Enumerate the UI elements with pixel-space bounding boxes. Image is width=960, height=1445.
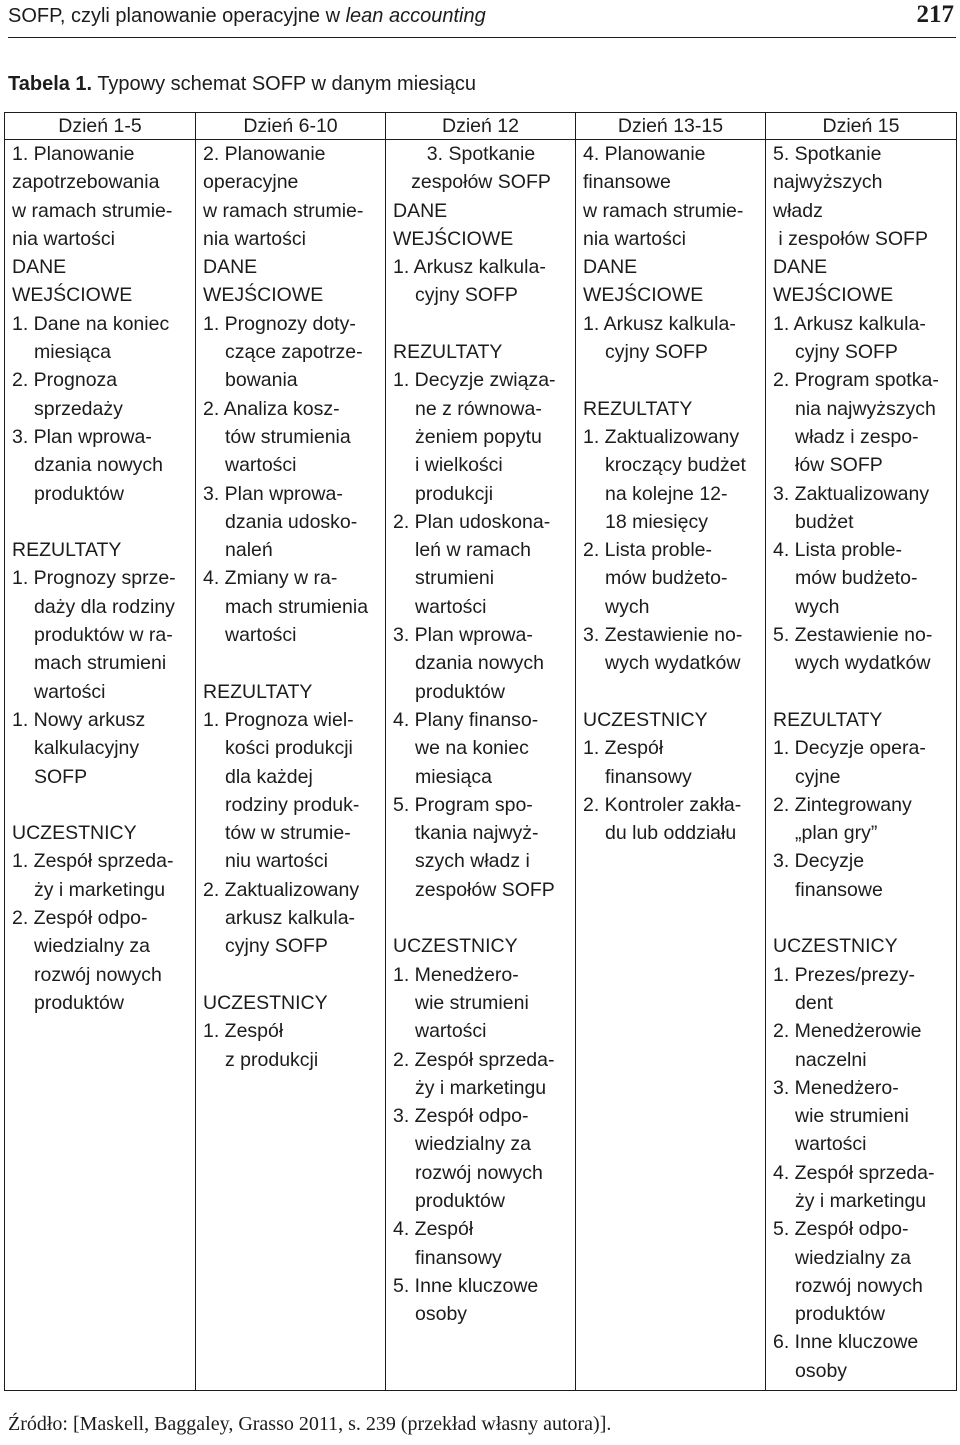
list-item: 4. Zespół finansowy — [393, 1218, 502, 1269]
list-item: 3. Plan wprowa- dzania nowych produktów — [393, 624, 544, 703]
list-item: 2. Program spotka- nia najwyższych władz i zespo- łów SOFP — [773, 369, 939, 477]
stage-cell-4 — [576, 140, 766, 1391]
list-item: 1. Arkusz kalkula- cyjny SOFP — [393, 256, 546, 307]
stage-title: 3. Spotkanie zespołów SOFP — [411, 143, 551, 194]
section-block — [393, 338, 575, 904]
list-item: 1. Nowy arkusz kalkulacyjny SOFP — [12, 708, 146, 788]
sofp-schedule-table — [4, 112, 957, 1391]
stage-cell-1 — [5, 140, 196, 1391]
section-heading: UCZESTNICY — [203, 991, 328, 1014]
section-heading: REZULTATY — [773, 708, 883, 731]
section-heading: DANE WEJŚCIOWE — [203, 256, 324, 307]
section-heading: REZULTATY — [583, 397, 693, 420]
list-item: 6. Inne kluczowe osoby — [773, 1331, 919, 1382]
section-heading: UCZESTNICY — [393, 935, 518, 958]
stage-row — [5, 140, 957, 1391]
running-title — [8, 4, 486, 28]
list-item: 1. Zaktualizowany kroczący budżet na kolejne 12- 18 miesięcy — [583, 425, 746, 533]
stage-cell-5 — [766, 140, 957, 1391]
list-item: 1. Prognozy doty- czące zapotrze- bowania — [203, 312, 363, 392]
section-heading: REZULTATY — [203, 680, 313, 703]
source-note: Źródło: [Maskell, Baggaley, Grasso 2011, s. 239 (przekład własny autora)]. — [8, 1413, 612, 1435]
list-item: 5. Program spo- tkania najwyż- szych władz i zespołów SOFP — [393, 793, 555, 901]
list-item: 2. Kontroler zakła- du lub oddziału — [583, 793, 742, 845]
section-heading: DANE WEJŚCIOWE — [583, 256, 704, 307]
section-block — [773, 706, 956, 904]
section-block — [583, 253, 765, 366]
stage-title: 5. Spotkanie najwyższych władz i zespołów SOFP — [773, 143, 928, 250]
list-item: 1. Arkusz kalkula- cyjny SOFP — [583, 312, 736, 364]
day-header-2: Dzień 6-10 — [196, 113, 386, 140]
list-item: 1. Decyzje opera- cyjne — [773, 737, 926, 788]
section-heading: UCZESTNICY — [12, 822, 137, 845]
table-caption-label: Tabela 1. — [8, 73, 93, 95]
page-number: 217 — [916, 1, 954, 28]
list-item: 3. Plan wprowa- dzania udosko- naleń — [203, 482, 358, 562]
list-item: 1. Dane na koniec miesiąca — [12, 312, 170, 364]
day-header-4: Dzień 13-15 — [576, 113, 766, 140]
section-block — [773, 253, 956, 677]
list-item: 2. Zintegrowany „plan gry” — [773, 793, 912, 845]
list-item: 4. Zespół sprzeda- ży i marketingu — [773, 1161, 935, 1212]
section-block — [203, 678, 385, 961]
list-item: 3. Zestawienie no- wych wydatków — [583, 624, 743, 675]
list-item: 1. Decyzje związa- ne z równowa- żeniem popytu i wielkości produkcji — [393, 369, 556, 505]
list-item: 1. Arkusz kalkula- cyjny SOFP — [773, 312, 926, 364]
list-item: 1. Zespół sprzeda- ży i marketingu — [12, 850, 174, 901]
section-block — [12, 536, 195, 791]
list-item: 2. Plan udoskona- leń w ramach strumieni wartości — [393, 510, 551, 618]
header-rule — [8, 37, 956, 38]
section-heading: DANE WEJŚCIOWE — [773, 256, 894, 307]
list-item: 2. Zaktualizowany arkusz kalkula- cyjny SOFP — [203, 878, 360, 958]
list-item: 2. Menedżerowie naczelni — [773, 1020, 922, 1071]
section-block — [393, 932, 575, 1328]
list-item: 3. Zespół odpo- wiedzialny za rozwój nowych produktów — [393, 1105, 543, 1212]
stage-title: 2. Planowanie operacyjne w ramach strumie- nia wartości — [203, 143, 364, 250]
section-heading: DANE WEJŚCIOWE — [12, 256, 133, 307]
stage-title: 4. Planowanie finansowe w ramach strumie- nia wartości — [583, 143, 744, 250]
list-item: 2. Lista proble- mów budżeto- wych — [583, 539, 728, 618]
day-header-1: Dzień 1-5 — [5, 113, 196, 140]
list-item: 2. Analiza kosz- tów strumienia wartości — [203, 397, 351, 477]
section-block — [583, 706, 765, 847]
section-block — [203, 253, 385, 649]
stage-title: 1. Planowanie zapotrzebowania w ramach strumie- nia wartości — [12, 143, 173, 250]
table-caption-text: Typowy schemat SOFP w danym miesiącu — [92, 73, 476, 95]
list-item: 5. Zespół odpo- wiedzialny za rozwój nowych produktów — [773, 1218, 923, 1326]
stage-cell-2 — [196, 140, 386, 1391]
section-block — [583, 395, 765, 678]
list-item: 4. Plany finanso- we na koniec miesiąca — [393, 708, 539, 788]
section-heading: REZULTATY — [393, 341, 503, 364]
day-header-3: Dzień 12 — [386, 113, 576, 140]
list-item: 3. Decyzje finansowe — [773, 850, 883, 901]
list-item: 5. Inne kluczowe osoby — [393, 1274, 539, 1326]
list-item: 1. Prognoza wiel- kości produkcji dla każdej rodziny produk- tów w strumie- niu wartości — [203, 708, 360, 873]
day-header-row — [5, 113, 957, 140]
list-item: 4. Lista proble- mów budżeto- wych — [773, 539, 918, 618]
list-item: 5. Zestawienie no- wych wydatków — [773, 624, 933, 675]
section-block — [393, 197, 575, 310]
section-block — [773, 932, 956, 1385]
running-header — [8, 0, 956, 40]
section-heading: UCZESTNICY — [583, 708, 708, 731]
list-item: 3. Menedżero- wie strumieni wartości — [773, 1076, 909, 1156]
running-title-plain: SOFP, czyli planowanie operacyjne w — [8, 5, 346, 27]
list-item: 2. Zespół sprzeda- ży i marketingu — [393, 1048, 555, 1099]
day-header-5: Dzień 15 — [766, 113, 957, 140]
table-caption — [8, 72, 476, 96]
section-heading: UCZESTNICY — [773, 935, 898, 958]
list-item: 3. Zaktualizowany budżet — [773, 482, 930, 533]
list-item: 1. Zespół z produkcji — [203, 1020, 319, 1071]
list-item: 1. Prognozy sprze- daży dla rodziny produktów w ra- mach strumieni wartości — [12, 567, 176, 703]
list-item: 3. Plan wprowa- dzania nowych produktów — [12, 425, 163, 505]
list-item: 4. Zmiany w ra- mach strumienia wartości — [203, 567, 369, 647]
section-heading: DANE WEJŚCIOWE — [393, 199, 514, 250]
list-item: 2. Zespół odpo- wiedzialny za rozwój nowych produktów — [12, 907, 162, 1014]
section-heading: REZULTATY — [12, 539, 122, 562]
section-block — [12, 819, 195, 1017]
section-block — [12, 253, 195, 508]
list-item: 1. Zespół finansowy — [583, 737, 692, 788]
list-item: 2. Prognoza sprzedaży — [12, 369, 123, 420]
list-item: 1. Prezes/prezy- dent — [773, 963, 915, 1014]
stage-cell-3 — [386, 140, 576, 1391]
section-block — [203, 989, 385, 1074]
running-title-italic: lean accounting — [345, 5, 486, 27]
list-item: 1. Menedżero- wie strumieni wartości — [393, 963, 529, 1043]
